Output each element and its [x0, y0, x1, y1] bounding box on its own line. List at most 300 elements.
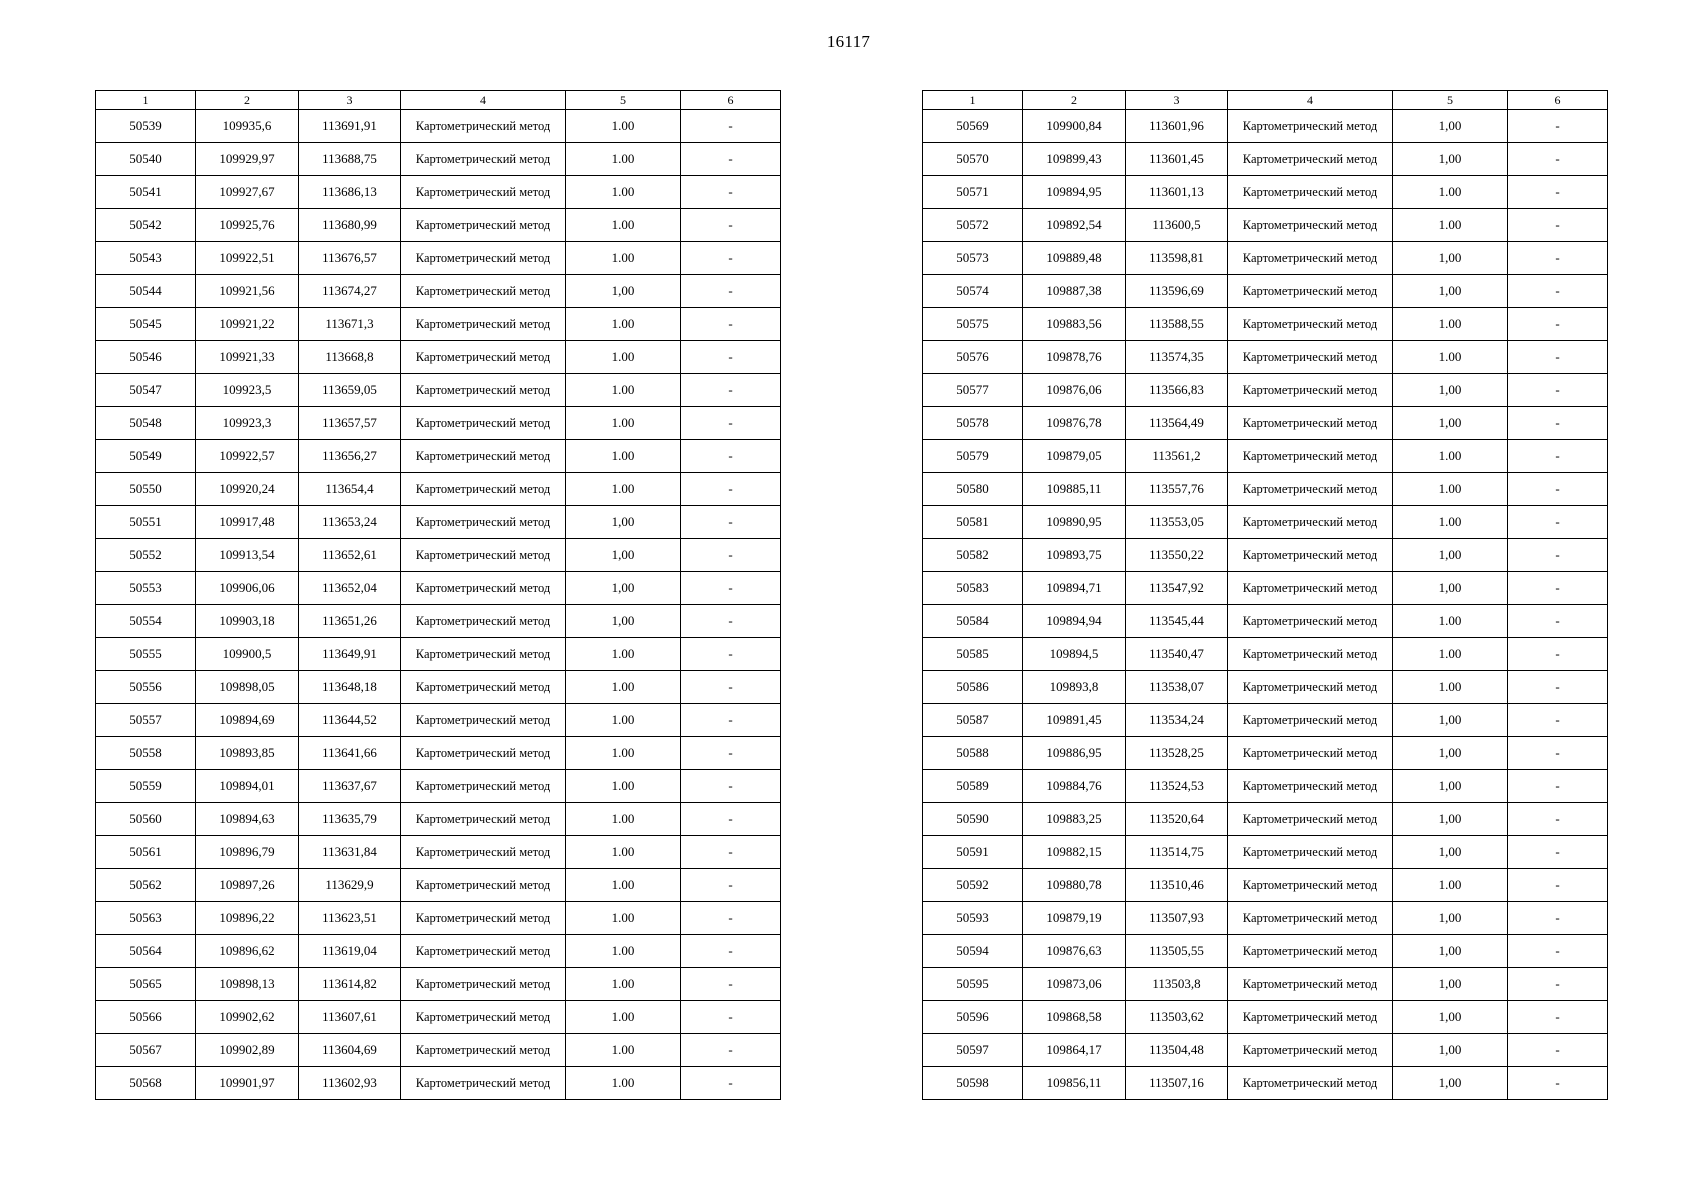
column-header-4: 4: [1228, 91, 1393, 110]
accuracy-cell: 1,00: [1393, 110, 1508, 143]
coordinates-table-left: [95, 90, 781, 1100]
accuracy-cell: 1,00: [1393, 275, 1508, 308]
point-number-cell: 50595: [923, 968, 1023, 1001]
x-coordinate-cell: 109894,71: [1023, 572, 1126, 605]
header-row: [96, 91, 781, 110]
y-coordinate-cell: 113574,35: [1126, 341, 1228, 374]
description-cell: -: [681, 836, 781, 869]
y-coordinate-cell: 113652,61: [299, 539, 401, 572]
description-cell: -: [1508, 341, 1608, 374]
description-cell: -: [681, 407, 781, 440]
column-header-6: 6: [681, 91, 781, 110]
description-cell: -: [681, 704, 781, 737]
accuracy-cell: 1.00: [566, 869, 681, 902]
accuracy-cell: 1.00: [1393, 605, 1508, 638]
point-number-cell: 50548: [96, 407, 196, 440]
method-cell: Картометрический метод: [1228, 770, 1393, 803]
method-cell: Картометрический метод: [1228, 308, 1393, 341]
description-cell: -: [1508, 737, 1608, 770]
point-number-cell: 50540: [96, 143, 196, 176]
description-cell: -: [1508, 176, 1608, 209]
x-coordinate-cell: 109890,95: [1023, 506, 1126, 539]
table-row: [96, 1034, 781, 1067]
table-row: [96, 1001, 781, 1034]
y-coordinate-cell: 113538,07: [1126, 671, 1228, 704]
y-coordinate-cell: 113680,99: [299, 209, 401, 242]
point-number-cell: 50546: [96, 341, 196, 374]
point-number-cell: 50574: [923, 275, 1023, 308]
method-cell: Картометрический метод: [1228, 572, 1393, 605]
table-row: [923, 176, 1608, 209]
y-coordinate-cell: 113600,5: [1126, 209, 1228, 242]
method-cell: Картометрический метод: [1228, 407, 1393, 440]
table-row: [923, 737, 1608, 770]
description-cell: -: [1508, 1034, 1608, 1067]
description-cell: -: [1508, 935, 1608, 968]
description-cell: -: [681, 737, 781, 770]
description-cell: -: [1508, 1067, 1608, 1100]
y-coordinate-cell: 113623,51: [299, 902, 401, 935]
accuracy-cell: 1.00: [566, 902, 681, 935]
x-coordinate-cell: 109921,22: [196, 308, 299, 341]
point-number-cell: 50596: [923, 1001, 1023, 1034]
x-coordinate-cell: 109884,76: [1023, 770, 1126, 803]
table-row: [96, 242, 781, 275]
method-cell: Картометрический метод: [1228, 803, 1393, 836]
description-cell: -: [1508, 308, 1608, 341]
x-coordinate-cell: 109893,85: [196, 737, 299, 770]
description-cell: -: [681, 869, 781, 902]
table-row: [96, 407, 781, 440]
point-number-cell: 50584: [923, 605, 1023, 638]
accuracy-cell: 1.00: [1393, 506, 1508, 539]
y-coordinate-cell: 113561,2: [1126, 440, 1228, 473]
table-row: [923, 275, 1608, 308]
description-cell: -: [681, 275, 781, 308]
description-cell: -: [1508, 242, 1608, 275]
table-row: [96, 935, 781, 968]
y-coordinate-cell: 113686,13: [299, 176, 401, 209]
y-coordinate-cell: 113507,16: [1126, 1067, 1228, 1100]
description-cell: -: [681, 341, 781, 374]
x-coordinate-cell: 109923,5: [196, 374, 299, 407]
coordinates-table-right: [922, 90, 1608, 1100]
accuracy-cell: 1.00: [566, 473, 681, 506]
x-coordinate-cell: 109882,15: [1023, 836, 1126, 869]
point-number-cell: 50598: [923, 1067, 1023, 1100]
table-row: [96, 143, 781, 176]
x-coordinate-cell: 109883,56: [1023, 308, 1126, 341]
x-coordinate-cell: 109898,05: [196, 671, 299, 704]
y-coordinate-cell: 113691,91: [299, 110, 401, 143]
point-number-cell: 50562: [96, 869, 196, 902]
accuracy-cell: 1.00: [566, 836, 681, 869]
accuracy-cell: 1.00: [566, 341, 681, 374]
x-coordinate-cell: 109894,5: [1023, 638, 1126, 671]
point-number-cell: 50593: [923, 902, 1023, 935]
header-row: [923, 91, 1608, 110]
point-number-cell: 50568: [96, 1067, 196, 1100]
description-cell: -: [1508, 770, 1608, 803]
description-cell: -: [1508, 110, 1608, 143]
method-cell: Картометрический метод: [1228, 176, 1393, 209]
description-cell: -: [681, 803, 781, 836]
x-coordinate-cell: 109903,18: [196, 605, 299, 638]
y-coordinate-cell: 113547,92: [1126, 572, 1228, 605]
point-number-cell: 50547: [96, 374, 196, 407]
method-cell: Картометрический метод: [401, 539, 566, 572]
x-coordinate-cell: 109879,19: [1023, 902, 1126, 935]
y-coordinate-cell: 113656,27: [299, 440, 401, 473]
accuracy-cell: 1.00: [566, 374, 681, 407]
description-cell: -: [681, 374, 781, 407]
accuracy-cell: 1.00: [566, 242, 681, 275]
y-coordinate-cell: 113528,25: [1126, 737, 1228, 770]
y-coordinate-cell: 113596,69: [1126, 275, 1228, 308]
table-row: [923, 770, 1608, 803]
table-row: [923, 869, 1608, 902]
y-coordinate-cell: 113510,46: [1126, 869, 1228, 902]
method-cell: Картометрический метод: [401, 308, 566, 341]
point-number-cell: 50577: [923, 374, 1023, 407]
accuracy-cell: 1.00: [566, 968, 681, 1001]
point-number-cell: 50591: [923, 836, 1023, 869]
method-cell: Картометрический метод: [401, 836, 566, 869]
x-coordinate-cell: 109883,25: [1023, 803, 1126, 836]
point-number-cell: 50575: [923, 308, 1023, 341]
description-cell: -: [681, 968, 781, 1001]
point-number-cell: 50597: [923, 1034, 1023, 1067]
x-coordinate-cell: 109923,3: [196, 407, 299, 440]
y-coordinate-cell: 113657,57: [299, 407, 401, 440]
x-coordinate-cell: 109887,38: [1023, 275, 1126, 308]
description-cell: -: [681, 110, 781, 143]
point-number-cell: 50580: [923, 473, 1023, 506]
method-cell: Картометрический метод: [1228, 935, 1393, 968]
point-number-cell: 50550: [96, 473, 196, 506]
x-coordinate-cell: 109913,54: [196, 539, 299, 572]
method-cell: Картометрический метод: [1228, 704, 1393, 737]
table-row: [96, 473, 781, 506]
y-coordinate-cell: 113514,75: [1126, 836, 1228, 869]
table-row: [923, 407, 1608, 440]
accuracy-cell: 1,00: [1393, 242, 1508, 275]
y-coordinate-cell: 113637,67: [299, 770, 401, 803]
y-coordinate-cell: 113674,27: [299, 275, 401, 308]
method-cell: Картометрический метод: [401, 737, 566, 770]
x-coordinate-cell: 109876,06: [1023, 374, 1126, 407]
method-cell: Картометрический метод: [401, 572, 566, 605]
point-number-cell: 50570: [923, 143, 1023, 176]
column-header-3: 3: [1126, 91, 1228, 110]
x-coordinate-cell: 109900,5: [196, 638, 299, 671]
method-cell: Картометрический метод: [1228, 1067, 1393, 1100]
accuracy-cell: 1,00: [566, 275, 681, 308]
x-coordinate-cell: 109868,58: [1023, 1001, 1126, 1034]
description-cell: -: [681, 176, 781, 209]
x-coordinate-cell: 109896,79: [196, 836, 299, 869]
point-number-cell: 50582: [923, 539, 1023, 572]
column-header-1: 1: [923, 91, 1023, 110]
y-coordinate-cell: 113540,47: [1126, 638, 1228, 671]
x-coordinate-cell: 109879,05: [1023, 440, 1126, 473]
point-number-cell: 50544: [96, 275, 196, 308]
y-coordinate-cell: 113629,9: [299, 869, 401, 902]
y-coordinate-cell: 113602,93: [299, 1067, 401, 1100]
accuracy-cell: 1.00: [566, 308, 681, 341]
y-coordinate-cell: 113588,55: [1126, 308, 1228, 341]
y-coordinate-cell: 113631,84: [299, 836, 401, 869]
y-coordinate-cell: 113503,8: [1126, 968, 1228, 1001]
point-number-cell: 50543: [96, 242, 196, 275]
point-number-cell: 50539: [96, 110, 196, 143]
point-number-cell: 50586: [923, 671, 1023, 704]
method-cell: Картометрический метод: [1228, 1001, 1393, 1034]
description-cell: -: [1508, 638, 1608, 671]
table-row: [96, 803, 781, 836]
point-number-cell: 50552: [96, 539, 196, 572]
accuracy-cell: 1.00: [566, 935, 681, 968]
table-row: [923, 374, 1608, 407]
description-cell: -: [1508, 1001, 1608, 1034]
accuracy-cell: 1.00: [1393, 440, 1508, 473]
accuracy-cell: 1,00: [1393, 1067, 1508, 1100]
description-cell: -: [681, 242, 781, 275]
description-cell: -: [681, 572, 781, 605]
point-number-cell: 50592: [923, 869, 1023, 902]
x-coordinate-cell: 109880,78: [1023, 869, 1126, 902]
method-cell: Картометрический метод: [401, 143, 566, 176]
y-coordinate-cell: 113649,91: [299, 638, 401, 671]
column-header-2: 2: [196, 91, 299, 110]
x-coordinate-cell: 109897,26: [196, 869, 299, 902]
point-number-cell: 50572: [923, 209, 1023, 242]
table-row: [96, 770, 781, 803]
x-coordinate-cell: 109917,48: [196, 506, 299, 539]
point-number-cell: 50569: [923, 110, 1023, 143]
description-cell: -: [1508, 539, 1608, 572]
description-cell: -: [681, 935, 781, 968]
x-coordinate-cell: 109929,97: [196, 143, 299, 176]
table-row: [923, 242, 1608, 275]
table-row: [96, 539, 781, 572]
point-number-cell: 50594: [923, 935, 1023, 968]
x-coordinate-cell: 109922,57: [196, 440, 299, 473]
method-cell: Картометрический метод: [401, 440, 566, 473]
table-row: [923, 308, 1608, 341]
y-coordinate-cell: 113601,13: [1126, 176, 1228, 209]
point-number-cell: 50578: [923, 407, 1023, 440]
accuracy-cell: 1,00: [1393, 374, 1508, 407]
y-coordinate-cell: 113688,75: [299, 143, 401, 176]
accuracy-cell: 1,00: [1393, 902, 1508, 935]
x-coordinate-cell: 109906,06: [196, 572, 299, 605]
x-coordinate-cell: 109886,95: [1023, 737, 1126, 770]
table-row: [923, 143, 1608, 176]
accuracy-cell: 1.00: [566, 770, 681, 803]
x-coordinate-cell: 109856,11: [1023, 1067, 1126, 1100]
x-coordinate-cell: 109921,56: [196, 275, 299, 308]
accuracy-cell: 1.00: [566, 209, 681, 242]
method-cell: Картометрический метод: [401, 110, 566, 143]
accuracy-cell: 1,00: [1393, 737, 1508, 770]
method-cell: Картометрический метод: [401, 242, 566, 275]
method-cell: Картометрический метод: [1228, 341, 1393, 374]
y-coordinate-cell: 113524,53: [1126, 770, 1228, 803]
accuracy-cell: 1.00: [566, 440, 681, 473]
table-row: [923, 473, 1608, 506]
table-row: [96, 869, 781, 902]
table-row: [923, 506, 1608, 539]
description-cell: -: [1508, 506, 1608, 539]
description-cell: -: [1508, 209, 1608, 242]
table-row: [96, 836, 781, 869]
y-coordinate-cell: 113619,04: [299, 935, 401, 968]
point-number-cell: 50589: [923, 770, 1023, 803]
x-coordinate-cell: 109873,06: [1023, 968, 1126, 1001]
point-number-cell: 50542: [96, 209, 196, 242]
table-row: [923, 440, 1608, 473]
point-number-cell: 50576: [923, 341, 1023, 374]
accuracy-cell: 1.00: [566, 110, 681, 143]
table-row: [923, 803, 1608, 836]
x-coordinate-cell: 109894,94: [1023, 605, 1126, 638]
table-row: [923, 572, 1608, 605]
accuracy-cell: 1.00: [566, 671, 681, 704]
y-coordinate-cell: 113668,8: [299, 341, 401, 374]
y-coordinate-cell: 113564,49: [1126, 407, 1228, 440]
y-coordinate-cell: 113641,66: [299, 737, 401, 770]
y-coordinate-cell: 113507,93: [1126, 902, 1228, 935]
column-header-4: 4: [401, 91, 566, 110]
table-row: [923, 209, 1608, 242]
x-coordinate-cell: 109864,17: [1023, 1034, 1126, 1067]
method-cell: Картометрический метод: [1228, 737, 1393, 770]
y-coordinate-cell: 113503,62: [1126, 1001, 1228, 1034]
point-number-cell: 50555: [96, 638, 196, 671]
description-cell: -: [1508, 968, 1608, 1001]
accuracy-cell: 1,00: [1393, 968, 1508, 1001]
y-coordinate-cell: 113659,05: [299, 374, 401, 407]
description-cell: -: [681, 638, 781, 671]
method-cell: Картометрический метод: [1228, 473, 1393, 506]
table-row: [923, 638, 1608, 671]
table-row: [96, 308, 781, 341]
method-cell: Картометрический метод: [1228, 506, 1393, 539]
accuracy-cell: 1,00: [566, 539, 681, 572]
method-cell: Картометрический метод: [401, 902, 566, 935]
accuracy-cell: 1,00: [566, 572, 681, 605]
accuracy-cell: 1.00: [1393, 341, 1508, 374]
y-coordinate-cell: 113635,79: [299, 803, 401, 836]
description-cell: -: [1508, 440, 1608, 473]
table-body: [96, 110, 781, 1100]
point-number-cell: 50563: [96, 902, 196, 935]
method-cell: Картометрический метод: [401, 1001, 566, 1034]
table-row: [923, 902, 1608, 935]
table-body: [923, 110, 1608, 1100]
x-coordinate-cell: 109921,33: [196, 341, 299, 374]
x-coordinate-cell: 109927,67: [196, 176, 299, 209]
point-number-cell: 50554: [96, 605, 196, 638]
point-number-cell: 50579: [923, 440, 1023, 473]
description-cell: -: [1508, 836, 1608, 869]
description-cell: -: [1508, 803, 1608, 836]
table-row: [923, 935, 1608, 968]
x-coordinate-cell: 109889,48: [1023, 242, 1126, 275]
y-coordinate-cell: 113676,57: [299, 242, 401, 275]
point-number-cell: 50590: [923, 803, 1023, 836]
y-coordinate-cell: 113598,81: [1126, 242, 1228, 275]
method-cell: Картометрический метод: [401, 473, 566, 506]
x-coordinate-cell: 109876,63: [1023, 935, 1126, 968]
x-coordinate-cell: 109891,45: [1023, 704, 1126, 737]
point-number-cell: 50573: [923, 242, 1023, 275]
accuracy-cell: 1.00: [566, 803, 681, 836]
y-coordinate-cell: 113652,04: [299, 572, 401, 605]
method-cell: Картометрический метод: [1228, 836, 1393, 869]
x-coordinate-cell: 109920,24: [196, 473, 299, 506]
method-cell: Картометрический метод: [401, 803, 566, 836]
y-coordinate-cell: 113671,3: [299, 308, 401, 341]
description-cell: -: [681, 671, 781, 704]
method-cell: Картометрический метод: [401, 506, 566, 539]
x-coordinate-cell: 109885,11: [1023, 473, 1126, 506]
description-cell: -: [681, 473, 781, 506]
method-cell: Картометрический метод: [401, 176, 566, 209]
table-row: [96, 704, 781, 737]
method-cell: Картометрический метод: [401, 704, 566, 737]
point-number-cell: 50565: [96, 968, 196, 1001]
table-row: [96, 968, 781, 1001]
table-row: [923, 1001, 1608, 1034]
point-number-cell: 50566: [96, 1001, 196, 1034]
point-number-cell: 50571: [923, 176, 1023, 209]
point-number-cell: 50581: [923, 506, 1023, 539]
description-cell: -: [681, 770, 781, 803]
accuracy-cell: 1.00: [1393, 638, 1508, 671]
method-cell: Картометрический метод: [1228, 638, 1393, 671]
table-row: [96, 275, 781, 308]
method-cell: Картометрический метод: [1228, 275, 1393, 308]
description-cell: -: [681, 605, 781, 638]
point-number-cell: 50561: [96, 836, 196, 869]
accuracy-cell: 1,00: [1393, 143, 1508, 176]
description-cell: -: [681, 209, 781, 242]
table-row: [923, 110, 1608, 143]
point-number-cell: 50549: [96, 440, 196, 473]
y-coordinate-cell: 113601,45: [1126, 143, 1228, 176]
x-coordinate-cell: 109894,69: [196, 704, 299, 737]
y-coordinate-cell: 113651,26: [299, 605, 401, 638]
table-row: [96, 638, 781, 671]
accuracy-cell: 1.00: [1393, 473, 1508, 506]
y-coordinate-cell: 113607,61: [299, 1001, 401, 1034]
point-number-cell: 50558: [96, 737, 196, 770]
method-cell: Картометрический метод: [401, 209, 566, 242]
y-coordinate-cell: 113644,52: [299, 704, 401, 737]
method-cell: Картометрический метод: [401, 605, 566, 638]
table-row: [96, 110, 781, 143]
y-coordinate-cell: 113653,24: [299, 506, 401, 539]
method-cell: Картометрический метод: [1228, 869, 1393, 902]
x-coordinate-cell: 109894,01: [196, 770, 299, 803]
x-coordinate-cell: 109922,51: [196, 242, 299, 275]
page-number: 16117: [826, 32, 871, 51]
table-row: [96, 737, 781, 770]
method-cell: Картометрический метод: [401, 968, 566, 1001]
method-cell: Картометрический метод: [401, 1067, 566, 1100]
